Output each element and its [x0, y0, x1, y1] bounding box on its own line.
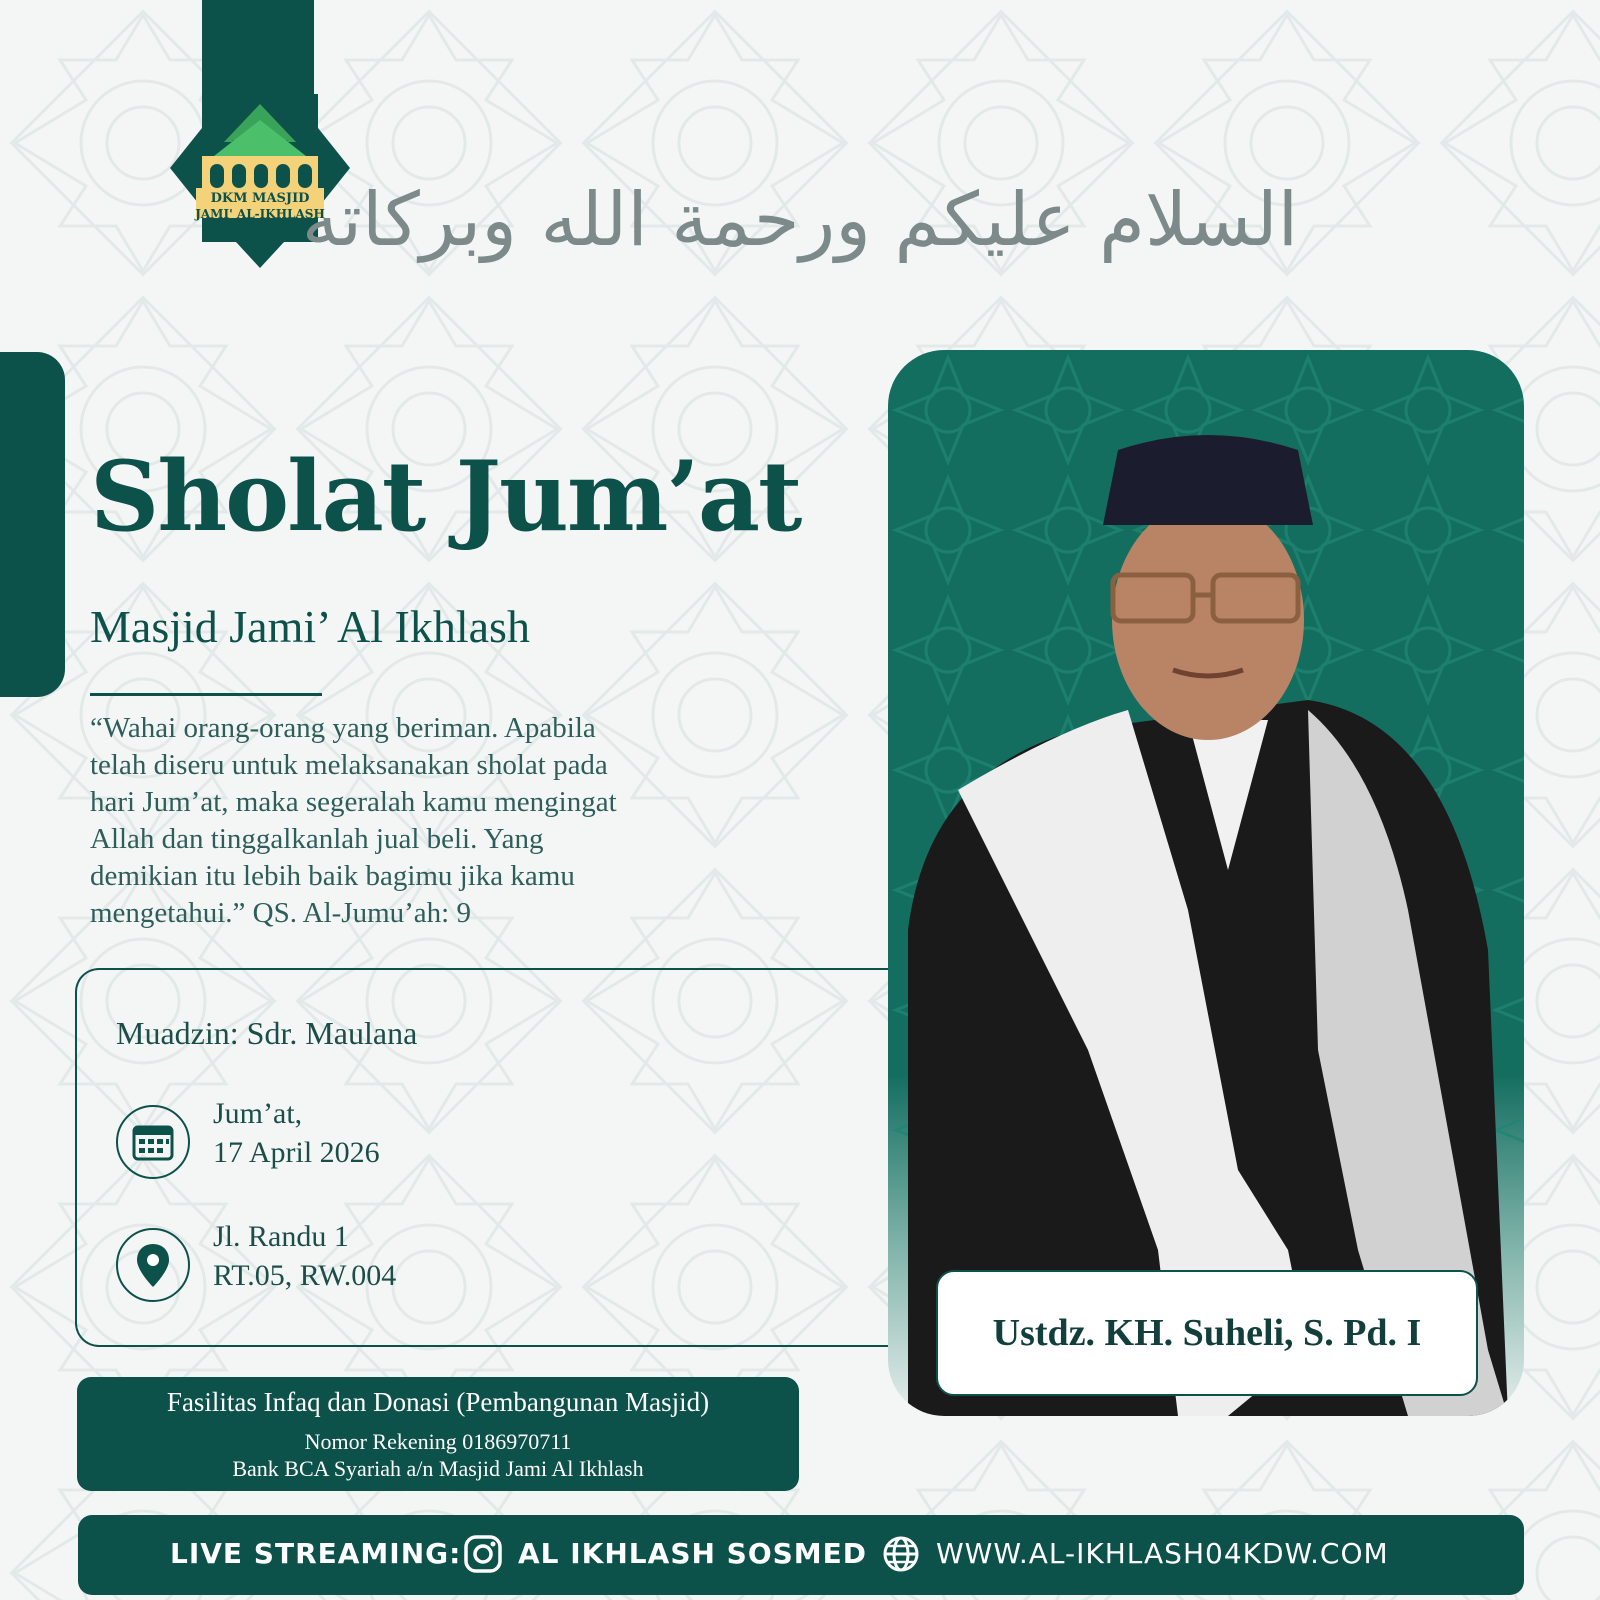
quote-line: hari Jum’at, maka segeralah kamu mengingat	[90, 786, 617, 818]
website-link[interactable]: WWW.AL-IKHLASH04KDW.COM	[936, 1537, 1389, 1570]
calendar-icon	[116, 1105, 190, 1179]
instagram-link[interactable]: AL IKHLASH SOSMED	[518, 1537, 868, 1570]
address-line1: Jl. Randu 1	[213, 1220, 349, 1253]
quran-quote	[90, 710, 750, 932]
quote-line: demikian itu lebih baik bagimu jika kamu	[90, 860, 575, 892]
arabic-greeting-text: السلام عليكم ورحمة الله وبركاته	[301, 177, 1299, 263]
title-divider	[90, 693, 322, 696]
quote-line: “Wahai orang-orang yang beriman. Apabila	[90, 712, 596, 744]
donation-bank: Bank BCA Syariah a/n Masjid Jami Al Ikhlash	[232, 1456, 644, 1481]
mosque-name: Masjid Jami’ Al Ikhlash	[90, 601, 530, 652]
date-full: 17 April 2026	[213, 1136, 380, 1169]
live-streaming-label: LIVE STREAMING:	[170, 1537, 462, 1570]
footer-bar	[78, 1515, 1524, 1595]
arabic-greeting	[301, 150, 1299, 290]
globe-icon	[880, 1533, 922, 1575]
donation-account: Nomor Rekening 0186970711	[304, 1429, 572, 1454]
logo-text-line1: DKM MASJID	[210, 191, 310, 206]
donation-box	[77, 1377, 799, 1491]
speaker-name: Ustdz. KH. Suheli, S. Pd. I	[992, 1312, 1422, 1354]
location-pin-icon	[116, 1228, 190, 1302]
quote-line: mengetahui.” QS. Al-Jumu’ah: 9	[90, 897, 471, 929]
page-title: Sholat Jum’at	[90, 440, 801, 553]
quote-line: Allah dan tinggalkanlah jual beli. Yang	[90, 823, 544, 855]
speaker-photo-card	[888, 350, 1524, 1416]
quote-line: telah diseru untuk melaksanakan sholat pada	[90, 749, 608, 781]
address-line2: RT.05, RW.004	[213, 1259, 397, 1292]
speaker-name-box	[936, 1270, 1478, 1396]
speaker-portrait	[888, 350, 1524, 1416]
date-day: Jum’at,	[213, 1097, 303, 1130]
left-accent-tab	[0, 352, 65, 697]
muadzin-text: Muadzin: Sdr. Maulana	[116, 1015, 418, 1051]
donation-title: Fasilitas Infaq dan Donasi (Pembangunan Masjid)	[166, 1387, 710, 1417]
instagram-icon	[462, 1533, 504, 1575]
logo-text-line2: JAMI' AL-IKHLASH	[195, 207, 325, 221]
